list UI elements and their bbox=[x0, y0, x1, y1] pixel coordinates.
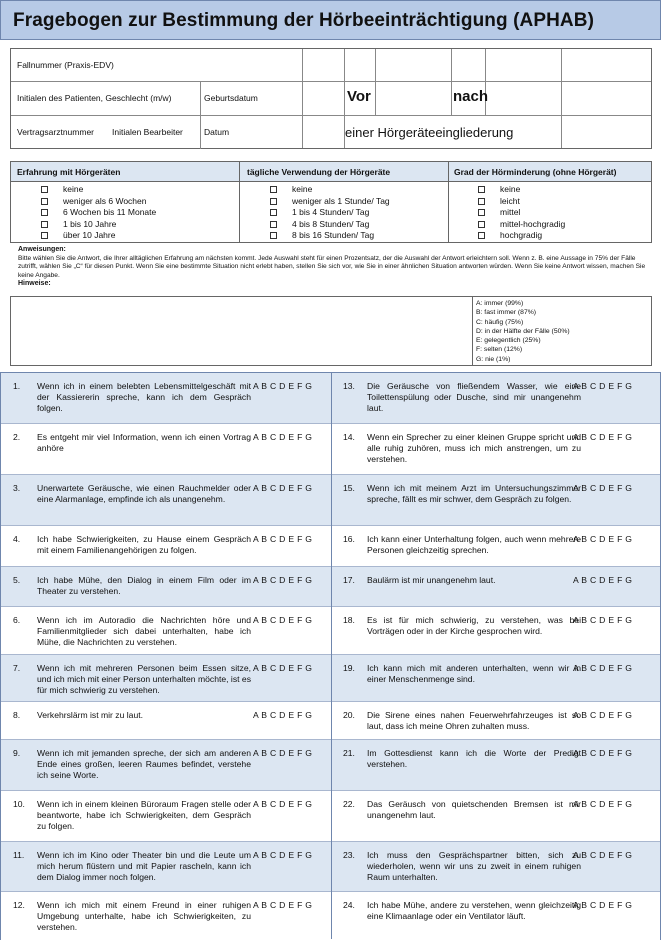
answer-options[interactable]: A B C D E F G bbox=[253, 710, 313, 720]
scale-item: A: immer (99%) bbox=[476, 300, 524, 307]
question-number: 17. bbox=[343, 575, 355, 585]
question-number: 8. bbox=[13, 710, 21, 720]
question-number: 13. bbox=[343, 381, 355, 391]
hearing-experience-table bbox=[10, 161, 652, 243]
question-number: 3. bbox=[13, 483, 21, 493]
option-label: hochgradig bbox=[500, 230, 543, 241]
birthdate-label: Geburtsdatum bbox=[204, 93, 258, 103]
checkbox[interactable] bbox=[478, 232, 485, 239]
patient-initials-label: Initialen des Patienten, Geschlecht (m/w) bbox=[17, 93, 172, 103]
option-item[interactable] bbox=[41, 196, 156, 208]
question-number: 4. bbox=[13, 534, 21, 544]
option-item[interactable] bbox=[478, 196, 565, 208]
option-item[interactable] bbox=[41, 230, 156, 242]
question-number: 19. bbox=[343, 663, 355, 673]
scale-item: C: häufig (75%) bbox=[476, 318, 524, 326]
question-text: Ich habe Mühe, andere zu verstehen, wenn gleichzeitig eine Klimaanlage oder ein Ventilator läuft. bbox=[367, 900, 581, 921]
checkbox[interactable] bbox=[478, 198, 485, 205]
vor-label: Vor bbox=[347, 88, 371, 105]
answer-options[interactable]: A B C D E F G bbox=[573, 432, 633, 442]
checkbox[interactable] bbox=[41, 209, 48, 216]
checkbox[interactable] bbox=[270, 221, 277, 228]
notes-box[interactable] bbox=[10, 296, 652, 366]
checkbox[interactable] bbox=[270, 232, 277, 239]
hinweise-label: Hinweise: bbox=[18, 280, 51, 288]
question-text: Wenn ich mit mehreren Personen beim Essen sitze, und ich mich mit einer Person unterhalten möchte, ist es für mich schwierig zu verstehen. bbox=[37, 663, 251, 695]
question-number: 6. bbox=[13, 615, 21, 625]
answer-scale-legend bbox=[476, 299, 570, 364]
usage-options bbox=[270, 184, 390, 242]
answer-options[interactable]: A B C D E F G bbox=[573, 381, 633, 391]
option-item[interactable] bbox=[478, 219, 565, 231]
editor-initials-label: Initialen Bearbeiter bbox=[112, 127, 183, 137]
answer-options[interactable]: A B C D E F G bbox=[573, 575, 633, 585]
checkbox[interactable] bbox=[41, 198, 48, 205]
scale-item: F: selten (12%) bbox=[476, 346, 523, 354]
question-text: Die Geräusche von fließendem Wasser, wie eine Toilettenspülung oder Dusche, sind mir unangenehm laut. bbox=[367, 381, 581, 413]
answer-options[interactable]: A B C D E F G bbox=[253, 748, 313, 758]
question-text: Verkehrslärm ist mir zu laut. bbox=[37, 710, 144, 720]
patient-info-grid bbox=[10, 48, 652, 149]
question-number: 10. bbox=[13, 799, 25, 809]
question-text: Wenn ich in einem belebten Lebensmittelgeschäft mit der Kassiererin spreche, kann ich dem Gespräch folgen. bbox=[37, 381, 251, 413]
question-text: Wenn ein Sprecher zu einer kleinen Gruppe spricht und alle ruhig zuhören, muss ich mich anstrengen, um zu verstehen. bbox=[367, 432, 581, 464]
instructions bbox=[18, 246, 646, 289]
answer-options[interactable]: A B C D E F G bbox=[573, 663, 633, 673]
question-text: Es entgeht mir viel Information, wenn ich einen Vortrag anhöre bbox=[37, 432, 251, 453]
checkbox[interactable] bbox=[41, 232, 48, 239]
option-label: mittel bbox=[500, 207, 521, 218]
question-text: Die Sirene eines nahen Feuerwehrfahrzeuges ist so laut, dass ich meine Ohren zuhalten muss. bbox=[367, 710, 581, 731]
checkbox[interactable] bbox=[478, 186, 485, 193]
question-text: Unerwartete Geräusche, wie einen Rauchmelder oder eine Alarmanlage, empfinde ich als unangenehm. bbox=[37, 483, 251, 504]
question-text: Wenn ich mit jemanden spreche, der sich am anderen Ende eines großen, leeren Raumes befindet, verstehe ich seine Worte. bbox=[37, 748, 251, 780]
question-number: 16. bbox=[343, 534, 355, 544]
question-number: 11. bbox=[13, 850, 25, 860]
date-label: Datum bbox=[204, 127, 230, 137]
scale-item: G: nie (1%) bbox=[476, 355, 511, 363]
option-label: keine bbox=[63, 184, 84, 194]
option-label: weniger als 1 Stunde/ Tag bbox=[292, 195, 390, 206]
option-item[interactable] bbox=[41, 207, 156, 219]
option-item[interactable] bbox=[270, 230, 390, 242]
form-title: Fragebogen zur Bestimmung der Hörbeeinträchtigung (APHAB) bbox=[13, 10, 595, 31]
option-label: 6 Wochen bis 11 Monate bbox=[63, 207, 157, 218]
answer-options[interactable]: A B C D E F G bbox=[253, 615, 313, 625]
question-number: 20. bbox=[343, 710, 355, 720]
question-number: 1. bbox=[13, 381, 21, 391]
question-number: 2. bbox=[13, 432, 21, 442]
answer-options[interactable]: A B C D E F G bbox=[253, 900, 313, 910]
hearing-aid-fitting-label: einer Hörgeräteeingliederung bbox=[345, 125, 514, 140]
answer-options[interactable]: A B C D E F G bbox=[253, 663, 313, 673]
answer-options[interactable]: A B C D E F G bbox=[253, 575, 313, 585]
checkbox[interactable] bbox=[270, 198, 277, 205]
option-item[interactable] bbox=[270, 196, 390, 208]
answer-options[interactable]: A B C D E F G bbox=[573, 850, 633, 860]
answer-options[interactable]: A B C D E F G bbox=[573, 748, 633, 758]
usage-header: tägliche Verwendung der Hörgeräte bbox=[247, 167, 391, 177]
answer-options[interactable]: A B C D E F G bbox=[573, 900, 633, 910]
option-item[interactable] bbox=[478, 184, 565, 196]
answer-options[interactable]: A B C D E F G bbox=[253, 432, 313, 442]
option-label: keine bbox=[292, 184, 313, 194]
nach-label: nach bbox=[453, 88, 489, 105]
question-number: 21. bbox=[343, 748, 355, 758]
question-text: Ich muss den Gesprächspartner bitten, sich zu wiederholen, wenn wir uns zu zweit in einem ruhigen Raum unterhalten. bbox=[367, 850, 581, 882]
option-label: über 10 Jahre bbox=[63, 230, 116, 241]
answer-options[interactable]: A B C D E F G bbox=[253, 799, 313, 809]
option-item[interactable] bbox=[41, 219, 156, 231]
question-text: Wenn ich im Autoradio die Nachrichten höre und Familienmitglieder sich dabei unterhalten, habe ich Mühe, die Nachrichten zu verstehen. bbox=[37, 615, 251, 647]
degree-header: Grad der Hörminderung (ohne Hörgerät) bbox=[454, 167, 617, 177]
question-number: 7. bbox=[13, 663, 21, 673]
question-number: 15. bbox=[343, 483, 355, 493]
answer-options[interactable]: A B C D E F G bbox=[573, 534, 633, 544]
option-label: 8 bis 16 Stunden/ Tag bbox=[292, 230, 375, 241]
question-text: Im Gottesdienst kann ich die Worte der Predigt verstehen. bbox=[367, 748, 581, 769]
option-label: 1 bis 10 Jahre bbox=[63, 218, 117, 229]
question-text: Wenn ich mich mit einem Freund in einer ruhigen Umgebung unterhalte, habe ich Schwierigkeiten, zu verstehen. bbox=[37, 900, 251, 932]
question-number: 9. bbox=[13, 748, 21, 758]
answer-options[interactable]: A B C D E F G bbox=[573, 483, 633, 493]
answer-options[interactable]: A B C D E F G bbox=[573, 710, 633, 720]
question-text: Das Geräusch von quietschenden Bremsen ist mir unangenehm laut. bbox=[367, 799, 581, 820]
question-text: Wenn ich im Kino oder Theater bin und die Leute um mich herum flüstern und mit Papier rascheln, kann ich dem Dialog immer noch folgen. bbox=[37, 850, 251, 882]
option-item[interactable] bbox=[41, 184, 156, 196]
option-item[interactable] bbox=[478, 207, 565, 219]
answer-options[interactable]: A B C D E F G bbox=[253, 381, 313, 391]
scale-item: D: in der Hälfte der Fälle (50%) bbox=[476, 327, 570, 335]
title-bar bbox=[0, 0, 661, 40]
option-label: leicht bbox=[500, 195, 520, 206]
question-text: Ich kann mich mit anderen unterhalten, wenn wir in einer Menschenmenge sind. bbox=[367, 663, 581, 684]
experience-options bbox=[41, 184, 156, 242]
answer-options[interactable]: A B C D E F G bbox=[253, 534, 313, 544]
option-label: 4 bis 8 Stunden/ Tag bbox=[292, 218, 370, 229]
option-label: mittel-hochgradig bbox=[500, 218, 566, 229]
answer-options[interactable]: A B C D E F G bbox=[253, 850, 313, 860]
question-text: Ich habe Mühe, den Dialog in einem Film oder im Theater zu verstehen. bbox=[37, 575, 251, 596]
column-divider bbox=[331, 373, 332, 939]
instructions-label: Anweisungen: bbox=[18, 246, 66, 253]
scale-item: B: fast immer (87%) bbox=[476, 309, 537, 317]
experience-header: Erfahrung mit Hörgeräten bbox=[17, 167, 121, 177]
answer-options[interactable]: A B C D E F G bbox=[573, 799, 633, 809]
checkbox[interactable] bbox=[478, 209, 485, 216]
checkbox[interactable] bbox=[478, 221, 485, 228]
checkbox[interactable] bbox=[41, 221, 48, 228]
checkbox[interactable] bbox=[270, 209, 277, 216]
checkbox[interactable] bbox=[270, 186, 277, 193]
question-number: 23. bbox=[343, 850, 355, 860]
question-number: 24. bbox=[343, 900, 355, 910]
option-item[interactable] bbox=[270, 184, 390, 196]
checkbox[interactable] bbox=[41, 186, 48, 193]
question-text: Baulärm ist mir unangenehm laut. bbox=[367, 575, 496, 585]
fallnummer-label: Fallnummer (Praxis-EDV) bbox=[17, 60, 114, 70]
option-label: keine bbox=[500, 184, 521, 194]
doctor-number-label: Vertragsarztnummer bbox=[17, 127, 94, 137]
question-number: 5. bbox=[13, 575, 21, 585]
questions-area bbox=[0, 372, 661, 940]
answer-options[interactable]: A B C D E F G bbox=[253, 483, 313, 493]
question-number: 12. bbox=[13, 900, 25, 910]
question-number: 22. bbox=[343, 799, 355, 809]
question-number: 18. bbox=[343, 615, 355, 625]
answer-options[interactable]: A B C D E F G bbox=[573, 615, 633, 625]
question-text: Es ist für mich schwierig, zu verstehen, was bei Vorträgen oder in der Kirche gesprochen wird. bbox=[367, 615, 581, 636]
option-label: weniger als 6 Wochen bbox=[63, 195, 147, 206]
question-text: Ich kann einer Unterhaltung folgen, auch wenn mehrere Personen gleichzeitig sprechen. bbox=[367, 534, 581, 555]
option-item[interactable] bbox=[270, 219, 390, 231]
option-item[interactable] bbox=[478, 230, 565, 242]
option-label: 1 bis 4 Stunden/ Tag bbox=[292, 207, 370, 218]
instructions-text: Bitte wählen Sie die Antwort, die Ihrer alltäglichen Erfahrung am nächsten kommt. Jede Auswahl steht für einen Prozentsatz, der die Auswahl der Antwort erleichtern soll. Wenn z. B. eine Aussage in 75% der Fälle zutrifft, wählen Sie „C“ für diesen Punkt. Wenn Sie eine bestimmte Situation nicht erlebt haben, stellen Sie sich vor, wie Sie in einer ähnlichen Situation antworten würden. Wenn Sie keine Antwort wissen, machen Sie keine Angabe. bbox=[18, 254, 646, 279]
question-text: Wenn ich mit meinem Arzt im Untersuchungszimmer spreche, fällt es mir schwer, dem Gespräch zu folgen. bbox=[367, 483, 581, 504]
degree-options bbox=[478, 184, 565, 242]
option-item[interactable] bbox=[270, 207, 390, 219]
question-number: 14. bbox=[343, 432, 355, 442]
question-text: Wenn ich in einem kleinen Büroraum Fragen stelle oder beantworte, habe ich Schwierigkeiten, dem Gespräch zu folgen. bbox=[37, 799, 251, 831]
question-text: Ich habe Schwierigkeiten, zu Hause einem Gespräch mit einem Familienangehörigen zu folgen. bbox=[37, 534, 251, 555]
scale-item: E: gelegentlich (25%) bbox=[476, 337, 541, 345]
